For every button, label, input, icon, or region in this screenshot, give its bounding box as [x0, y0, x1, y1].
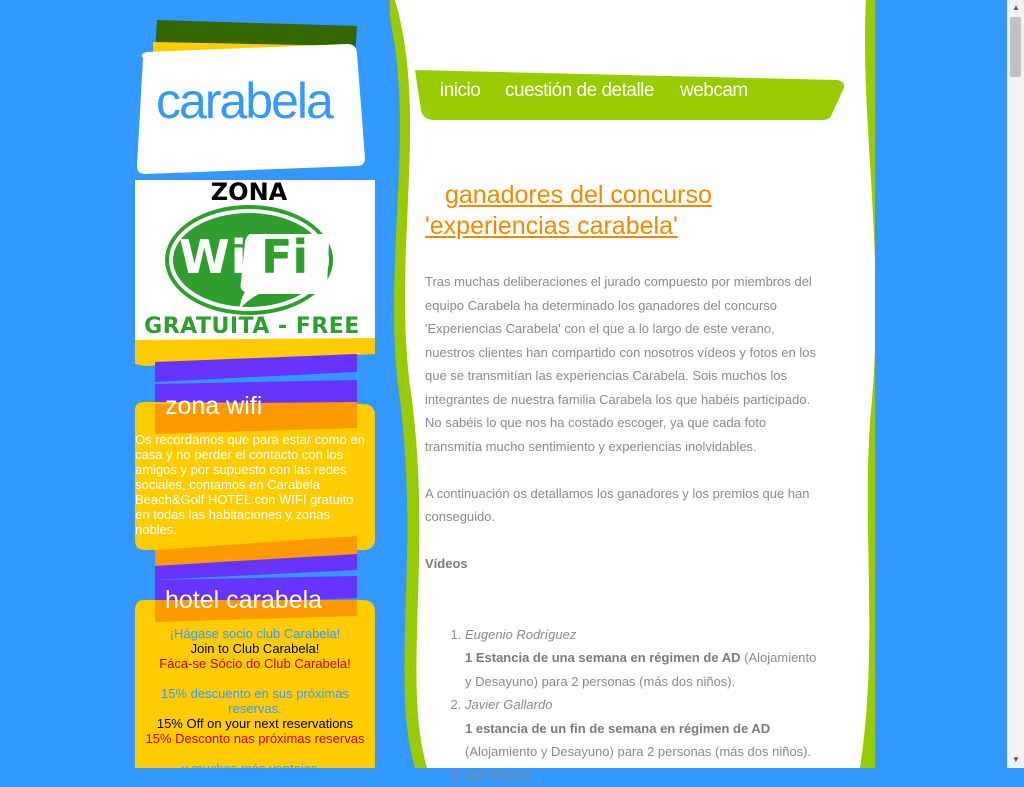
hotel-line: y muchas más ventajas... — [135, 761, 375, 776]
post-title-line-2[interactable]: 'experiencias carabela' — [425, 211, 755, 242]
wifi-wi-text: Wi — [179, 230, 248, 284]
hotel-line-spacer — [135, 746, 375, 761]
wifi-zona-text: ZONA — [135, 180, 363, 206]
post-body — [425, 270, 825, 787]
scroll-up-arrow-icon[interactable]: ▲ — [1008, 0, 1024, 16]
winner-prize-detail: (Alojamiento y Desayuno) para 2 personas (más dos niños). — [465, 650, 816, 689]
winner-name: Eugenio Rodríguez — [465, 627, 576, 642]
post-paragraph: Tras muchas deliberaciones el jurado compuesto por miembros del equipo Carabela ha determinado los ganadores del concurso 'Experiencias Carabela' con el que a lo largo de este verano, nuestros clientes han compartido con nosotros vídeos y fotos en los que se transmitían las experiencias Carabela. Sois muchos los integrantes de nuestra familia Carabela los que habéis participado. No sabéis lo que nos ha costado escoger, ya que cada foto transmitía mucho sentimiento y experiencias inolvidables. — [425, 270, 825, 458]
hotel-line: Fáca-se Sócio do Club Carabela! — [135, 656, 375, 671]
hotel-line: ¡Hágase socio club Carabela! — [135, 626, 375, 641]
section-label: Vídeos — [425, 552, 825, 576]
winner-prize-detail: (Alojamiento y Desayuno) para 2 personas (más dos niños). — [465, 744, 811, 759]
hotel-title: hotel carabela — [165, 586, 322, 615]
hotel-line: 15% Desconto nas próximas reservas — [135, 731, 375, 746]
winner-name: Ivan Martín — [465, 768, 530, 783]
post-title-line-1[interactable]: ganadores del concurso — [425, 180, 755, 211]
zona-wifi-title: zona wifi — [165, 392, 262, 421]
scroll-thumb[interactable] — [1010, 17, 1021, 77]
zona-wifi-text: Os recordamos que para estar como en casa y no perder el contacto con los amigos y por supuesto con las redes sociales, contamos en Carabela Beach&Golf HOTEL con WIFI gratuito en todas las habitaciones y zonas nobles. — [135, 432, 371, 537]
post-title[interactable] — [425, 180, 755, 242]
hotel-line-spacer — [135, 671, 375, 686]
wifi-fi-text: Fi — [261, 230, 308, 284]
winner-name: Javier Gallardo — [465, 697, 552, 712]
scroll-down-arrow-icon[interactable]: ▼ — [1008, 752, 1024, 768]
list-item — [465, 764, 825, 787]
hotel-promo — [135, 626, 375, 776]
site-logo[interactable]: carabela — [156, 72, 332, 130]
nav-webcam[interactable]: webcam — [680, 80, 748, 102]
winner-prize: 1 estancia de un fin de semana en régimen de AD — [465, 721, 770, 736]
winner-prize: 1 Estancia de una semana en régimen de AD — [465, 650, 741, 665]
nav-inicio[interactable]: inicio — [440, 80, 480, 102]
wifi-free-text: GRATUITA - FREE — [137, 314, 367, 339]
list-item — [465, 693, 825, 764]
winners-list — [425, 623, 825, 787]
post-paragraph: A continuación os detallamos los ganadores y los premios que han conseguido. — [425, 482, 825, 529]
hotel-line: 15% Off on your next reservations — [135, 716, 375, 731]
wifi-banner — [135, 180, 375, 340]
hotel-line: Join to Club Carabela! — [135, 641, 375, 656]
hotel-line: 15% descuento en sus próximas reservas. — [135, 686, 375, 716]
scrollbar[interactable] — [1007, 0, 1024, 768]
nav-cuestion-de-detalle[interactable]: cuestión de detalle — [505, 80, 654, 102]
list-item — [465, 623, 825, 694]
